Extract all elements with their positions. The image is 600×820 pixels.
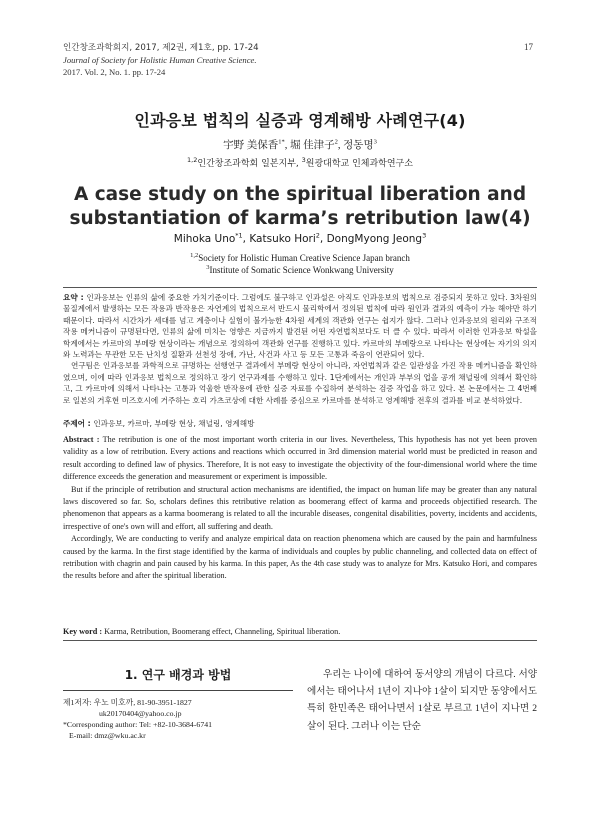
affil-kr-text: 인간창조과학회 일본지부, <box>197 159 302 169</box>
journal-title-kr: 인간창조과학회지, 2017, 제2권, 제1호, pp. 17-24 <box>63 43 259 53</box>
affil-en-sup: 3 <box>206 264 210 271</box>
title-korean: 인과응보 법칙의 실증과 영계해방 사례연구(4) <box>134 111 466 130</box>
title-english <box>0 183 600 231</box>
page-number: 17 <box>524 42 533 52</box>
abstract-en-p1: The retribution is one of the most important worth criteria in our lives. Nevertheless, This hypothesis has not yet been proven validity as a low of retribution. Every actions and reactions which occurred in 3rd dimension material world must be predicted in reason and result according to defined law of physics. Therefore, It is not easy to investigate the objectivity of the four-dimensional world where the time difference exceeds the generation and measurement or experiment is impossible. <box>63 435 537 482</box>
author-en-sup: *1 <box>235 231 243 240</box>
body-paragraph: 우리는 나이에 대하여 동서양의 개념이 다르다. 서양에서는 태어나서 1년이 지나야 1살이 되지만 동양에서도 특히 한민족은 태어나면서 1살로 부르고 1년이 지나면 2살이 된다. 그러나 이는 단순 <box>307 669 537 732</box>
keywords-kr-text: 인과응보, 카르마, 부메랑 현상, 채널링, 영계해방 <box>93 419 255 428</box>
abstract-en-p3: Accordingly, We are conducting to verify and analyze empirical data on reaction phenomena which are caused by the pain and harmfulness caused by the karma. In the first stage identified by the karma of individuals and couples by public channeling, and collected data on effect of retribution with chagrin and pain caused by his karma. In this paper, As the 4th case study was to analyze for Mrs. Katsuko Hori, and compares the results before and after the spiritual liberation. <box>63 534 537 581</box>
section-heading: 1. 연구 배경과 방법 <box>124 668 232 682</box>
affil-en-text: Society for Holistic Human Creative Science Japan branch <box>198 253 410 263</box>
abstract-bottom-rule <box>63 640 537 641</box>
affiliation-english <box>0 252 600 276</box>
affil-kr-sup: 1,2 <box>187 156 198 164</box>
abstract-english <box>63 434 537 583</box>
author-kr-sup: 2 <box>334 138 338 146</box>
keywords-en-text: Karma, Retribution, Boomerang effect, Channeling, Spiritual liberation. <box>104 627 341 636</box>
affil-en-text: Institute of Somatic Science Wonkwang University <box>209 265 394 275</box>
affil-en-sup: 1,2 <box>190 252 199 259</box>
affiliation-korean <box>0 156 600 169</box>
footnote <box>63 697 212 741</box>
author-en-name: DongMyong Jeong <box>326 233 423 245</box>
abstract-kr-label: 요약 : <box>63 293 87 302</box>
keywords-korean <box>63 418 537 429</box>
author-en-name: Mihoka Uno <box>173 233 236 245</box>
affil-kr-sup: 3 <box>301 156 306 164</box>
journal-volume: 2017. Vol. 2, No. 1. pp. 17-24 <box>63 67 166 77</box>
footnote-rule <box>63 690 293 691</box>
footnote-line: *Corresponding author: Tel: +82-10-3684-6741 <box>63 720 213 729</box>
authors-english: Mihoka Uno$^{*1}$, Katsuko Hori$^2$, DongMyong Jeong$^3$ <box>173 231 427 245</box>
journal-header <box>63 42 259 78</box>
footnote-line: uk20170404@yahoo.co.jp <box>99 709 182 718</box>
abstract-en-p2: But if the principle of retribution and structural action mechanisms are identified, the impact on human life may be greater than any natural laws discovered so far. So, scholars defines this retributive relation as boomerang effect of karma and proceeds objectified research. The phenomenon that appears as a karma boomerang is related to all the incurable diseases, congenital disabilities, poverty, incidents and accidents, irrespective of one's own will and effort, all suffering and death. <box>63 484 537 531</box>
author-en-sup: 2 <box>315 231 320 240</box>
affil-kr-text: 원광대학교 인체과학연구소 <box>305 159 413 169</box>
keywords-kr-label: 주제어 : <box>63 419 94 428</box>
body-column-right <box>307 666 537 735</box>
abstract-kr-p1: 인과응보는 인류의 삶에 중요한 가치기준이다. 그럼에도 불구하고 인과설은 아직도 인과응보의 법칙으로 검증되지 못하고 있다. 3차원의 물질계에서 발생하는 모든 작용과 반작용은 자연계의 법칙으로서 반드시 물리학에서 정의된 법칙에 따라 원인과 결과의 예측이 가능 해야만 하기 때문이다. 따라서 시간차가 세대를 넘고 계층이나 실험이 불가능한 4차원 세계의 객관화 연구는 쉽지가 않다. 그러나 인과응보의 원리와 구조적 작용 메커니즘이 규명된다면, 인류의 삶에 미치는 영향은 지금까지 발견된 어떤 자연법칙보다도 더 클 수 있다. 따라서 이러한 인과응보 학설을 학계에서는 카르마의 부메랑 현상이라는 개념으로 정의하여 객관화 연구를 진행하고 있다. 카르마의 부메랑으로 나타나는 현상에는 자기의 의지와 노력과는 무관한 모든 난치성 질환과 선천성 장애, 가난, 사건과 사고 등 모든 고통과 죽음이 연관되어 있다. <box>63 293 537 360</box>
author-kr-name: 堀 佳津子 <box>290 140 335 151</box>
affil-en-line <box>0 252 600 264</box>
abstract-kr-p2: 연구팀은 인과응보를 과학적으로 규명하는 선행연구 결과에서 부메랑 현상이 아니라, 자연법칙과 같은 일관성을 가진 작용 메커니즘을 확인하였으며, 이에 따라 인과응보 법칙으로 정의하고 장기 연구과제를 수행하고 있다. 1단계에서는 개인과 부부의 업을 공개 채널링에 의해서 확인하고, 그 카르마에 의해서 나타나는 고통과 억울한 반작용에 관한 실증 자료를 수집하여 분석하는 검증 작업을 하고 있다. 본 논문에서는 그 4번째로 일본의 거후현 미즈호시에 거주하는 호리 가츠코상에 대한 사례를 중심으로 카르마를 분석하고 영계해방 전후의 결과를 비교 분석하였다. <box>63 361 537 405</box>
author-kr-sup: 1* <box>278 138 285 146</box>
author-en-sup: 3 <box>422 231 427 240</box>
author-kr-sup: 3 <box>373 138 377 146</box>
authors-korean: 宇野 美保香$^{1*}$, 堀 佳津子$^2$, 정동명$^3$ <box>223 138 377 151</box>
footnote-line: E-mail: dmz@wku.ac.kr <box>69 731 146 740</box>
journal-title-en: Journal of Society for Holistic Human Creative Science. <box>63 55 257 65</box>
abstract-top-rule <box>63 287 537 288</box>
author-en-name: Katsuko Hori <box>249 233 316 245</box>
footnote-line: 제1저자: 우노 미호까, 81-90-3951-1827 <box>63 698 192 707</box>
affil-en-line <box>0 264 600 276</box>
keywords-en-label: Key word : <box>63 627 105 636</box>
author-kr-name: 宇野 美保香 <box>223 140 279 151</box>
title-english-line: substantiation of karma’s retribution law(4) <box>69 208 531 229</box>
abstract-korean <box>63 292 537 406</box>
abstract-en-label: Abstract : <box>63 435 103 444</box>
keywords-english <box>63 626 537 637</box>
author-kr-name: 정동명 <box>343 139 374 151</box>
title-english-line: A case study on the spiritual liberation and <box>73 184 527 205</box>
